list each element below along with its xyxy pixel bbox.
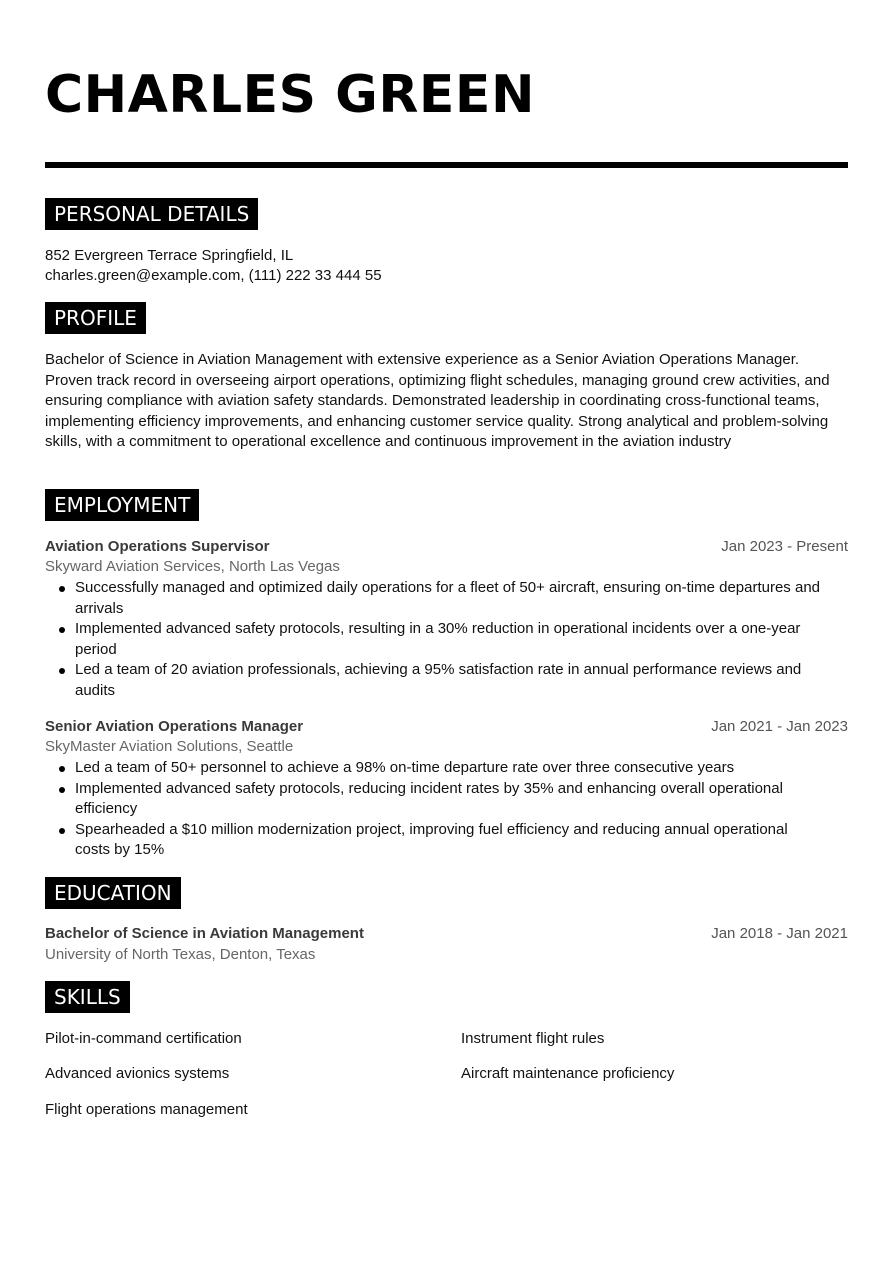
job-date: Jan 2021 - Jan 2023	[711, 718, 848, 735]
skill-item: Aircraft maintenance proficiency	[461, 1065, 675, 1082]
job-title: Aviation Operations Supervisor	[45, 538, 270, 555]
section-title-profile: PROFILE	[45, 302, 146, 334]
job-bullet: Led a team of 20 aviation professionals, achieving a 95% satisfaction rate in annual performance reviews and audits	[75, 660, 820, 701]
section-title-employment: EMPLOYMENT	[45, 489, 199, 521]
contact-line: charles.green@example.com, (111) 222 33 444 55	[45, 267, 382, 284]
job-bullet: Implemented advanced safety protocols, resulting in a 30% reduction in operational incidents over a one-year period	[75, 619, 820, 660]
skill-item: Instrument flight rules	[461, 1030, 605, 1047]
job-company: SkyMaster Aviation Solutions, Seattle	[45, 738, 294, 755]
skill-item: Flight operations management	[45, 1101, 248, 1118]
section-title-personal-details: PERSONAL DETAILS	[45, 198, 258, 230]
school-name: University of North Texas, Denton, Texas	[45, 946, 316, 963]
job-bullets	[45, 758, 820, 861]
job-title: Senior Aviation Operations Manager	[45, 718, 304, 735]
job-company: Skyward Aviation Services, North Las Vegas	[45, 558, 340, 575]
job-bullet: Successfully managed and optimized daily operations for a fleet of 50+ aircraft, ensuring on-time departures and arrivals	[75, 578, 820, 619]
education-date: Jan 2018 - Jan 2021	[711, 925, 848, 942]
profile-text: Bachelor of Science in Aviation Management with extensive experience as a Senior Aviation Operations Manager. Proven track record in overseeing airport operations, optimizing flight schedules, managing ground crew activities, and ensuring compliance with aviation safety standards. Demonstrated leadership in coordinating cross-functional teams, implementing efficiency improvements, and enhancing customer service quality. Strong analytical and problem-solving skills, with a commitment to operational excellence and continuous improvement in the aviation industry	[45, 351, 830, 451]
skill-item: Pilot-in-command certification	[45, 1030, 242, 1047]
section-title-education: EDUCATION	[45, 877, 181, 909]
job-bullets	[45, 578, 820, 701]
address-line: 852 Evergreen Terrace Springfield, IL	[45, 247, 294, 264]
job-bullet: Implemented advanced safety protocols, reducing incident rates by 35% and enhancing overall operational efficiency	[75, 779, 820, 820]
job-date: Jan 2023 - Present	[721, 538, 848, 555]
skill-item: Advanced avionics systems	[45, 1065, 230, 1082]
job-bullet: Led a team of 50+ personnel to achieve a 98% on-time departure rate over three consecutive years	[75, 758, 820, 779]
degree-title: Bachelor of Science in Aviation Management	[45, 925, 364, 942]
section-title-skills: SKILLS	[45, 981, 130, 1013]
job-bullet: Spearheaded a $10 million modernization project, improving fuel efficiency and reducing annual operational costs by 15%	[75, 820, 820, 861]
header-divider	[45, 162, 848, 168]
candidate-name: CHARLES GREEN	[45, 65, 535, 125]
